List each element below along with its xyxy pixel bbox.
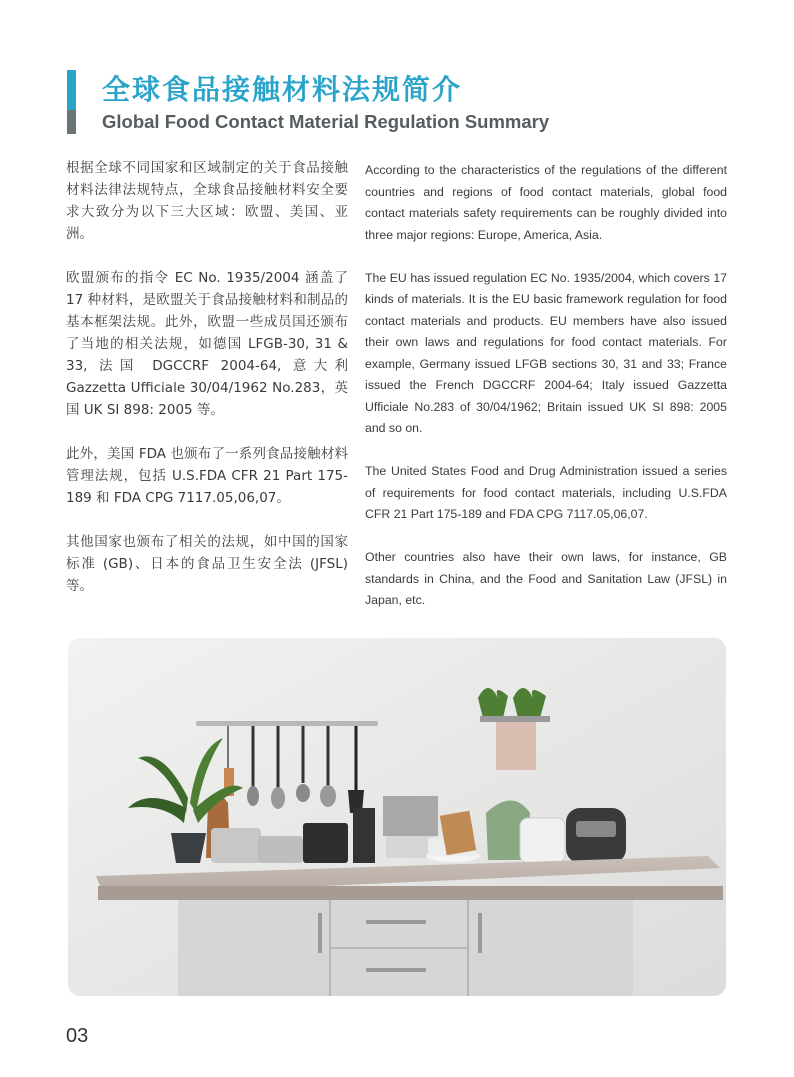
en-paragraph-intro: According to the characteristics of the regulations of the different countries and regions of food contact materials, global food contact materials safety requirements can be roughly divided into three major regions: Europe, America, Asia. [365,163,727,242]
toaster [520,818,565,863]
cn-paragraph-intro: 根据全球不同国家和区域制定的关于食品接触材料法律法规特点，全球食品接触材料安全要求大致分为以下三大区域：欧盟、美国、亚洲。 [66,160,348,242]
hanging-towel [496,722,536,770]
cn-paragraph-us: 此外，美国 FDA 也颁布了一系列食品接触材料管理法规，包括 U.S.FDA CFR 21 Part 175-189 和 FDA CPG 7117.05,06,07。 [66,446,348,506]
page-title-chinese: 全球食品接触材料法规简介 [102,73,463,106]
steel-pot [211,828,261,863]
page-title-english: Global Food Contact Material Regulation Summary [102,111,550,132]
page-number: 03 [66,1025,89,1047]
en-paragraph-other: Other countries also have their own laws, for instance, GB standards in China, and the Food and Sanitation Law (JFSL) in Japan, etc. [365,550,727,607]
en-paragraph-us: The United States Food and Drug Administration issued a series of requirements for food contact materials, including U.S.FDA CFR 21 Part 175-189 and FDA CPG 7117.05,06,07. [365,464,727,521]
english-text-column [365,160,727,633]
title-accent-bar-dark [67,110,76,134]
chinese-text-column [66,157,348,619]
cn-paragraph-other: 其他国家也颁布了相关的法规，如中国的国家标准 (GB)、日本的食品卫生安全法 (JFSL) 等。 [66,534,348,594]
en-paragraph-eu: The EU has issued regulation EC No. 1935/2004, which covers 17 kinds of materials. It is the EU basic framework regulation for food contact materials and products. EU members have also issued their own laws and regulations for food contact materials. For example, Germany issued LFGB sections 30, 31 and 33; France issued the French DGCCRF 2004-64; Italy issued Gazzetta Ufficiale No.283 of 30/04/1962; Britain issued UK SI 898: 2005 and so on. [365,270,727,435]
title-accent-bar [67,70,76,110]
kitchen-counter-photo [68,638,726,996]
cn-paragraph-eu: 欧盟颁布的指令 EC No. 1935/2004 涵盖了 17 种材料，是欧盟关于食品接触材料和制品的基本框架法规。此外，欧盟一些成员国还颁布了当地的相关法规，如德国 LFGB-30, 31 & 33, 法国 DGCCRF 2004-64, 意大利 Gazzetta Ufficiale 30/04/1962 No.283，英国 UK SI 898: 2005 等。 [66,270,348,418]
spice-rack [383,796,438,836]
kitchen-cabinet [178,900,633,996]
